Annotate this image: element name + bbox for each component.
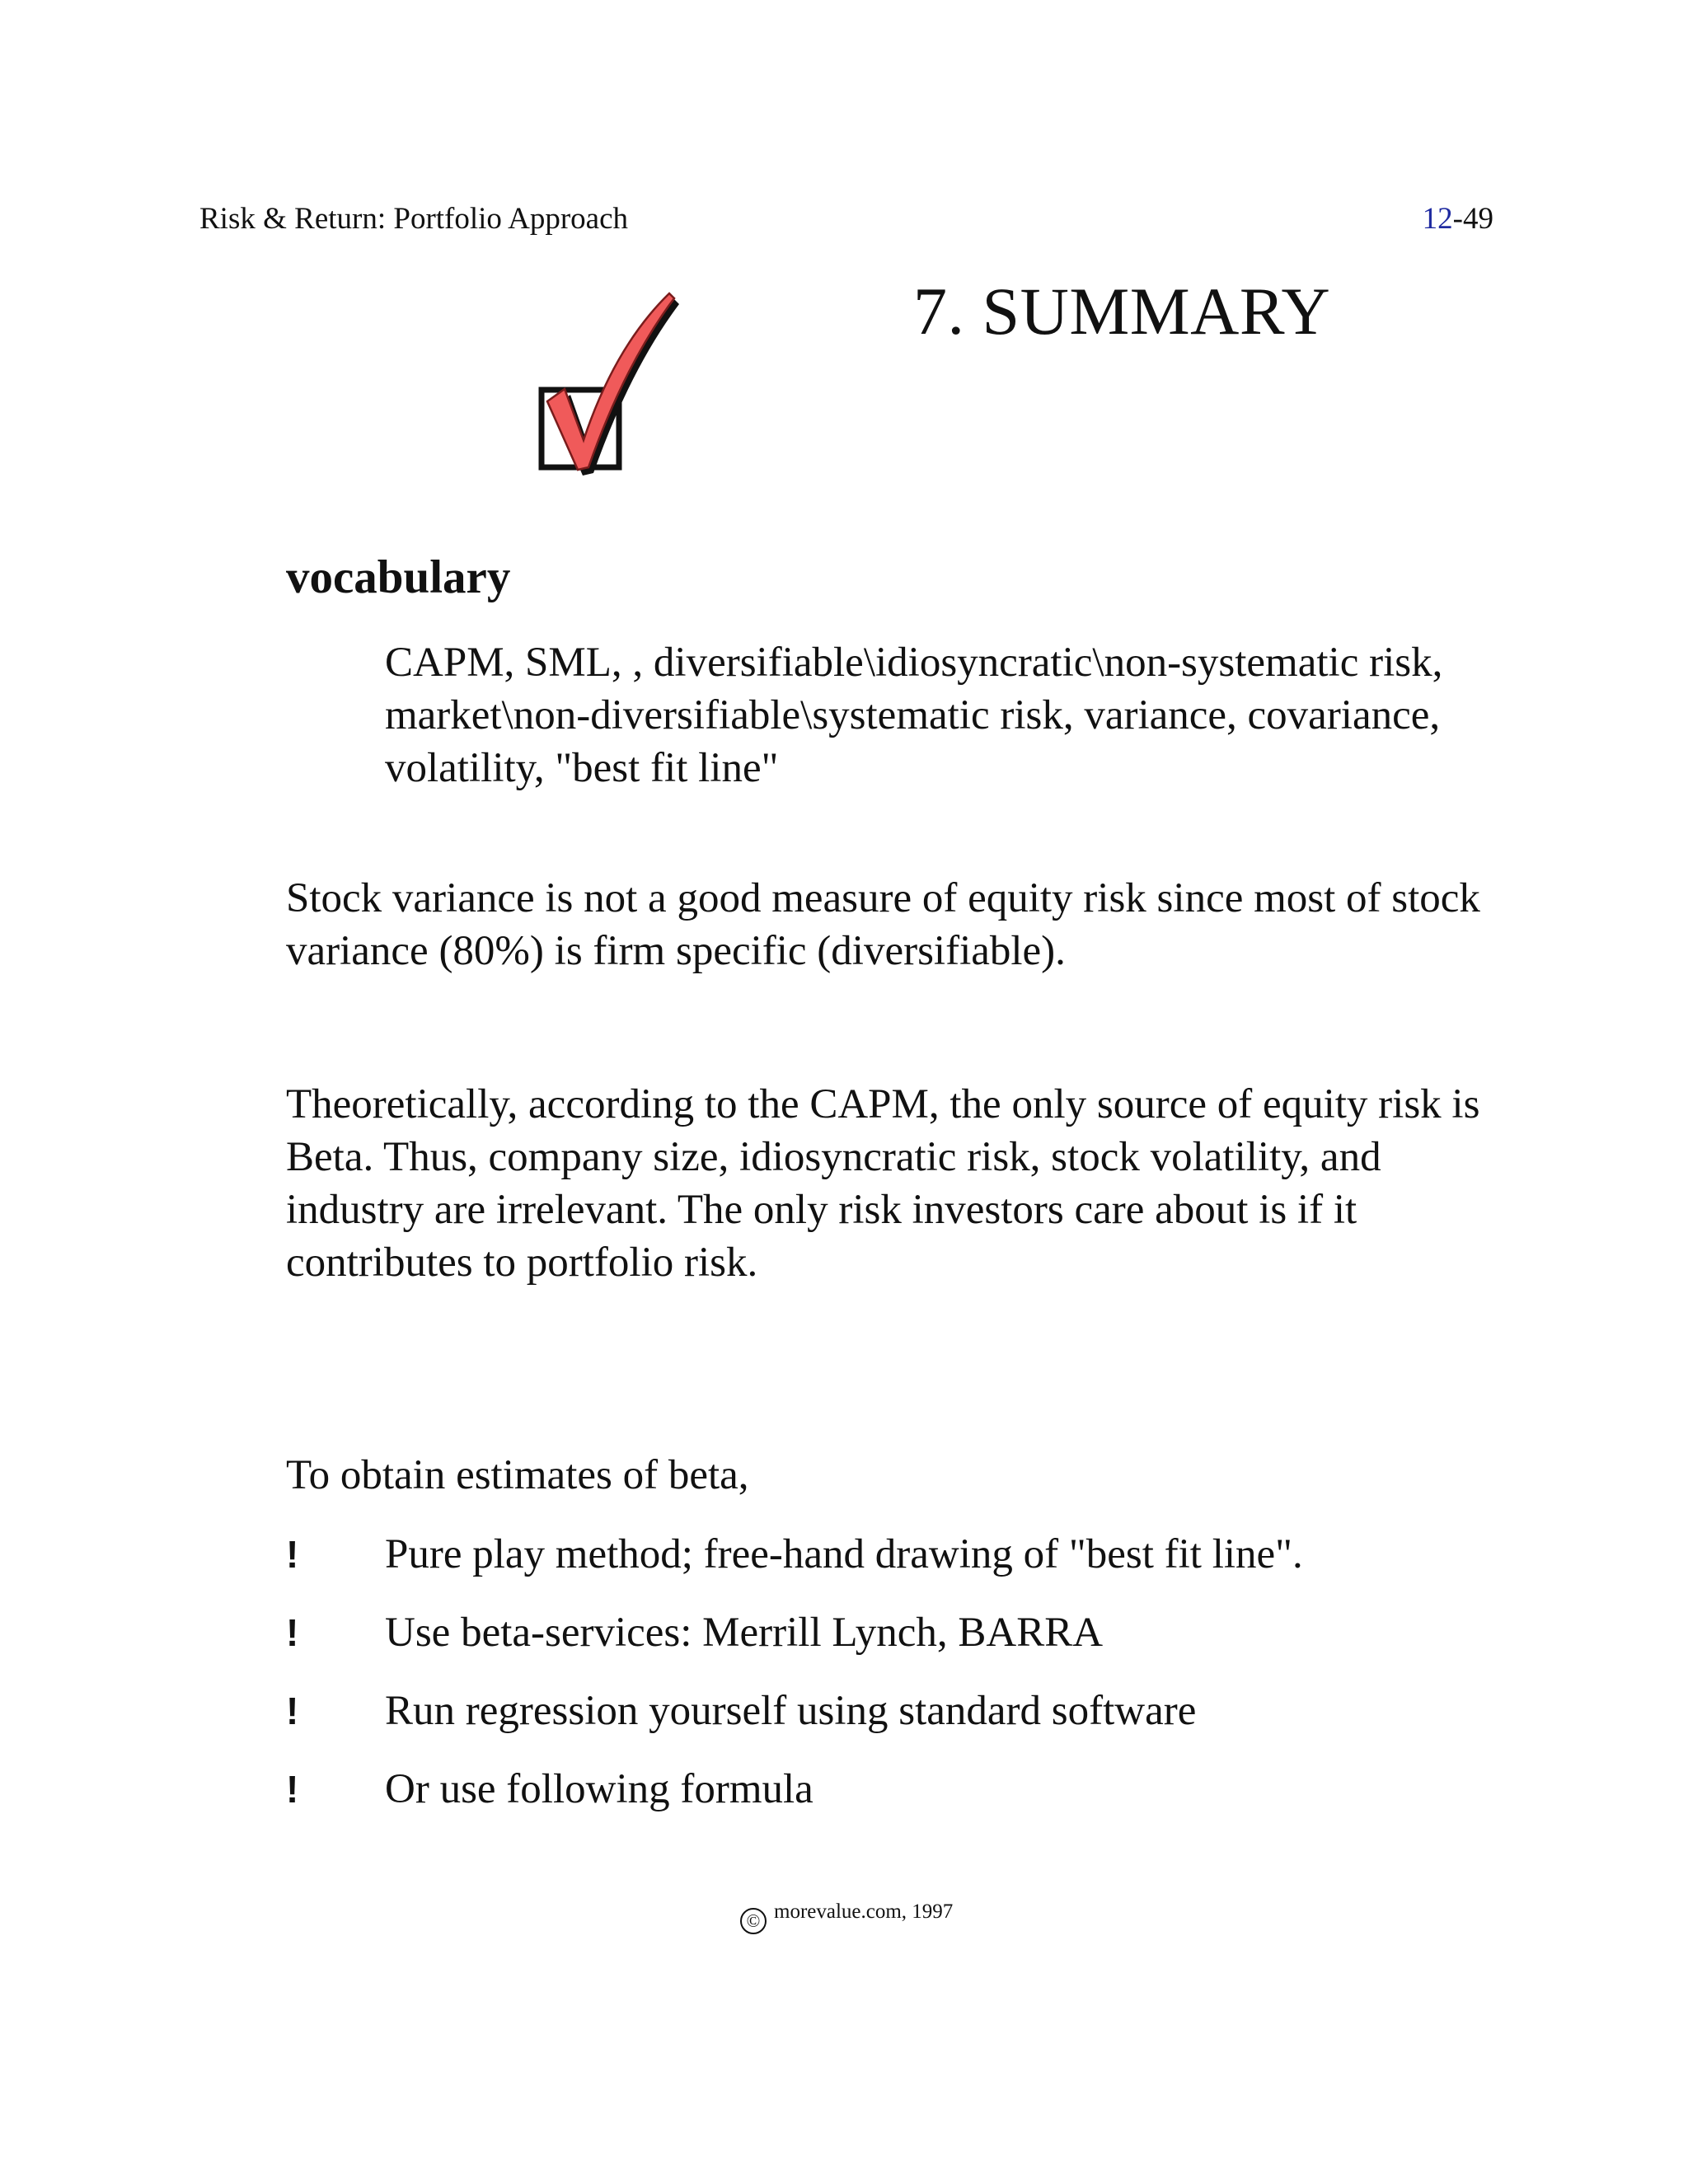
bullet-icon: !	[286, 1611, 299, 1654]
page-number-suffix: -49	[1452, 202, 1493, 236]
list-item-text: Pure play method; free-hand drawing of "best fit line".	[385, 1531, 1303, 1577]
list-item-text: Run regression yourself using standard software	[385, 1688, 1197, 1734]
copyright-icon	[739, 1907, 767, 1935]
list-item-text: Use beta-services: Merrill Lynch, BARRA	[385, 1610, 1104, 1656]
paragraph-capm-beta: Theoretically, according to the CAPM, the only source of equity risk is Beta. Thus, company size, idiosyncratic risk, stock volatility, and industry are irrelevant. The only risk investors care about is if it contributes to portfolio risk.	[286, 1081, 1480, 1286]
checkmark-checkbox-icon	[528, 284, 692, 482]
bullet-icon: !	[286, 1690, 299, 1732]
header-title: Risk & Return: Portfolio Approach	[199, 202, 629, 236]
vocabulary-heading: vocabulary	[286, 551, 511, 603]
footer	[739, 1900, 954, 1942]
page-title: 7. SUMMARY	[913, 274, 1331, 349]
vocabulary-terms: CAPM, SML, , diversifiable\idiosyncratic\non-systematic risk, market\non-diversifiable\systematic risk, variance, covariance, volatility, "best fit line"	[385, 640, 1443, 791]
footer-text: morevalue.com, 1997	[774, 1900, 954, 1923]
list-item	[286, 1606, 1522, 1659]
bullet-icon: !	[286, 1533, 299, 1576]
copyright-symbol: ©	[746, 1910, 761, 1932]
beta-estimates-intro: To obtain estimates of beta,	[286, 1452, 749, 1498]
list-item	[286, 1528, 1522, 1581]
bullet-icon: !	[286, 1768, 299, 1811]
list-item	[286, 1763, 1522, 1816]
paragraph-stock-variance: Stock variance is not a good measure of equity risk since most of stock variance (80%) is firm specific (diversifiable).	[286, 875, 1480, 974]
page-number	[1423, 203, 1493, 236]
page-chapter: 12	[1422, 202, 1453, 236]
list-item	[286, 1685, 1522, 1737]
list-item-text: Or use following formula	[385, 1766, 814, 1812]
